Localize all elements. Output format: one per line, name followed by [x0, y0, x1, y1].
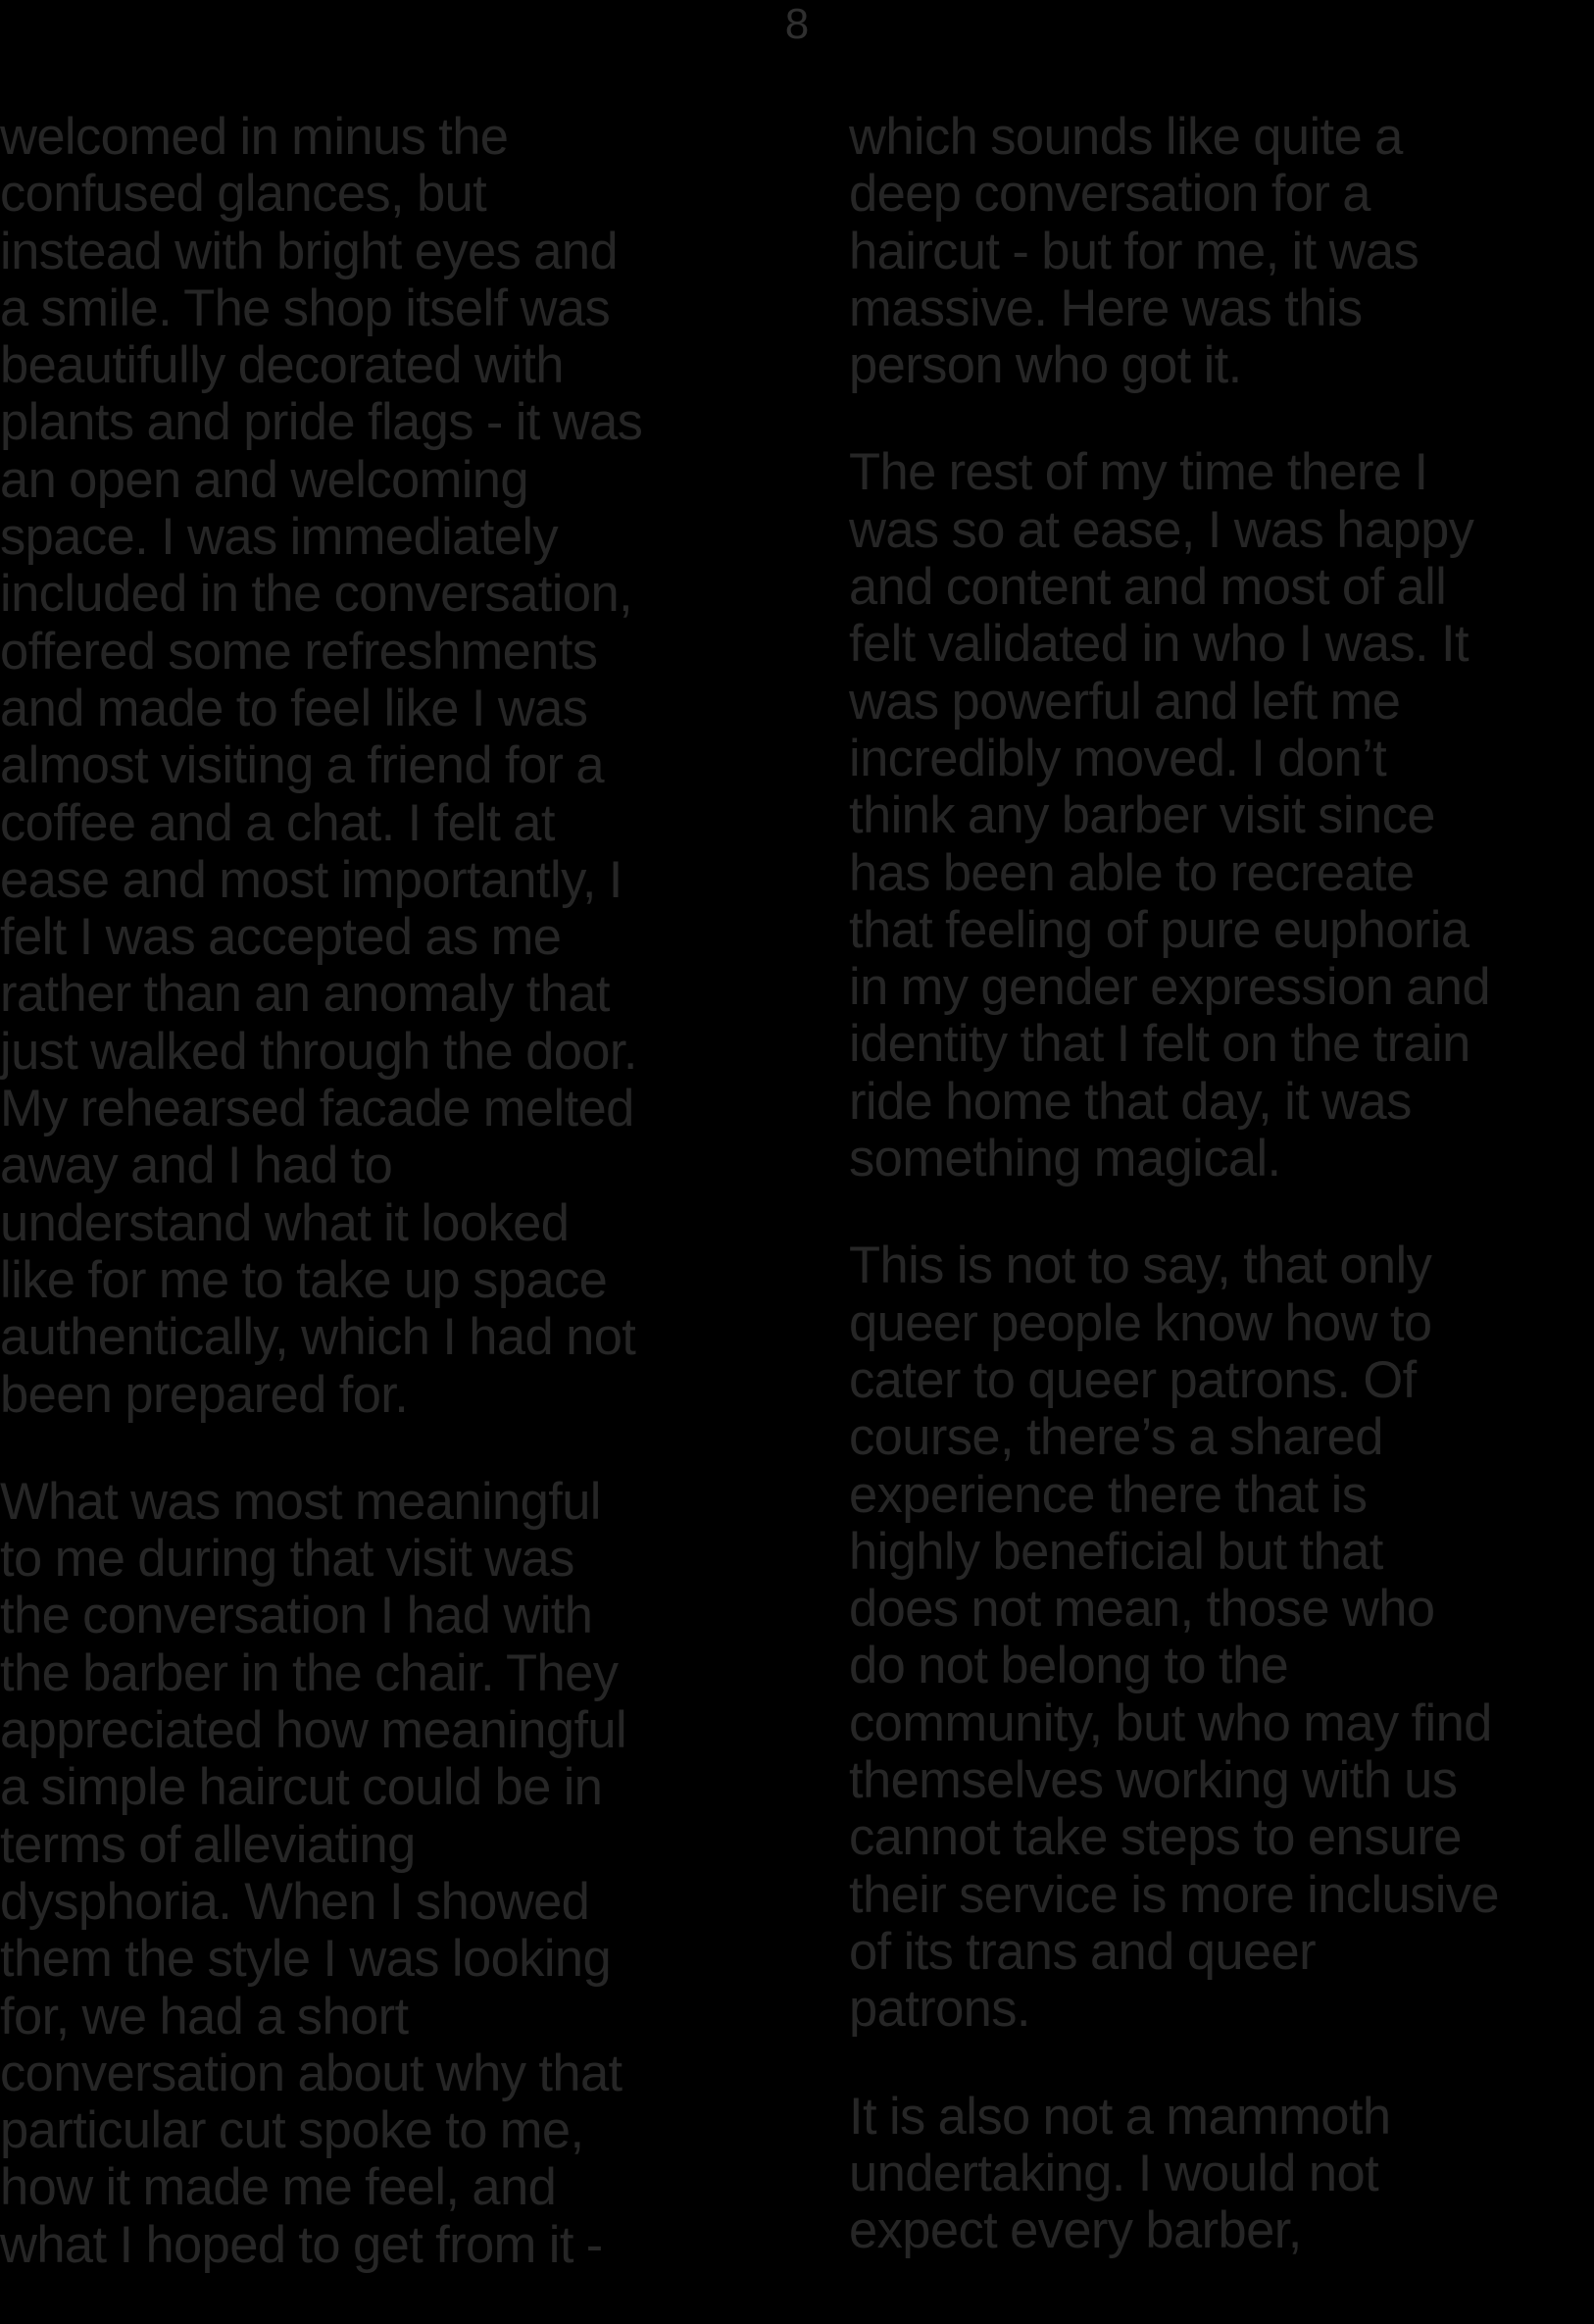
- text-line: to me during that visit was: [0, 1530, 574, 1589]
- text-line: the conversation I had with: [0, 1587, 593, 1645]
- text-line: deep conversation for a: [849, 165, 1370, 224]
- text-line: in my gender expression and: [849, 958, 1490, 1017]
- paragraph: [0, 109, 774, 1424]
- text-line: It is also not a mammoth: [849, 2087, 1391, 2146]
- text-line: like for me to take up space: [0, 1250, 608, 1309]
- text-line: felt I was accepted as me: [0, 908, 562, 967]
- paragraph: [849, 2089, 1594, 2260]
- text-line: welcomed in minus the: [0, 108, 509, 166]
- text-line: a smile. The shop itself was: [0, 278, 611, 337]
- text-line: dysphoria. When I showed: [0, 1872, 590, 1931]
- text-line: something magical.: [849, 1130, 1281, 1188]
- text-line: This is not to say, that only: [849, 1237, 1432, 1295]
- text-line: understand what it looked: [0, 1193, 570, 1252]
- text-line: What was most meaningful: [0, 1472, 601, 1531]
- text-line: community, but who may find: [849, 1693, 1492, 1752]
- text-line: and content and most of all: [849, 558, 1447, 617]
- text-line: has been able to recreate: [849, 843, 1415, 902]
- text-line: particular cut spoke to me,: [0, 2101, 584, 2160]
- text-line: plants and pride flags - it was: [0, 393, 643, 452]
- text-line: think any barber visit since: [849, 786, 1435, 845]
- text-line: their service is more inclusive: [849, 1865, 1500, 1924]
- text-line: cater to queer patrons. Of: [849, 1350, 1417, 1409]
- text-line: felt validated in who I was. It: [849, 615, 1469, 674]
- text-line: what I hoped to get from it -: [0, 2215, 603, 2274]
- text-line: how it made me feel, and: [0, 2158, 557, 2217]
- text-line: person who got it.: [849, 336, 1242, 395]
- text-line: was powerful and left me: [849, 672, 1401, 731]
- text-line: for, we had a short: [0, 1987, 409, 2046]
- text-line: terms of alleviating: [0, 1815, 416, 1874]
- text-line: highly beneficial but that: [849, 1522, 1383, 1581]
- text-line: expect every barber,: [849, 2201, 1302, 2260]
- text-line: away and I had to: [0, 1137, 393, 1195]
- right-column: [849, 109, 1594, 2309]
- text-line: ride home that day, it was: [849, 1072, 1412, 1131]
- text-line: My rehearsed facade melted: [0, 1080, 634, 1138]
- text-line: beautifully decorated with: [0, 336, 564, 395]
- paragraph: [0, 1474, 774, 2274]
- text-line: been prepared for.: [0, 1365, 409, 1424]
- text-line: do not belong to the: [849, 1637, 1289, 1695]
- text-line: The rest of my time there I: [849, 443, 1428, 502]
- text-line: of its trans and queer: [849, 1922, 1317, 1981]
- text-line: appreciated how meaningful: [0, 1701, 627, 1760]
- text-line: just walked through the door.: [0, 1022, 637, 1081]
- text-line: identity that I felt on the train: [849, 1015, 1470, 1074]
- text-line: them the style I was looking: [0, 1930, 612, 1989]
- text-line: was so at ease, I was happy: [849, 500, 1474, 559]
- text-line: included in the conversation,: [0, 565, 633, 624]
- text-line: queer people know how to: [849, 1293, 1432, 1352]
- text-line: patrons.: [849, 1980, 1030, 2039]
- text-line: conversation about why that: [0, 2044, 623, 2102]
- text-line: space. I was immediately: [0, 508, 559, 567]
- left-column: [0, 109, 774, 2324]
- text-line: confused glances, but: [0, 165, 487, 224]
- text-line: offered some refreshments: [0, 622, 598, 681]
- paragraph: [849, 109, 1594, 394]
- text-line: does not mean, those who: [849, 1580, 1435, 1639]
- text-line: course, there’s a shared: [849, 1408, 1383, 1467]
- text-line: massive. Here was this: [849, 278, 1363, 337]
- text-line: experience there that is: [849, 1465, 1368, 1524]
- text-line: coffee and a chat. I felt at: [0, 793, 555, 852]
- text-line: ease and most importantly, I: [0, 850, 623, 909]
- text-line: that feeling of pure euphoria: [849, 900, 1469, 959]
- text-line: almost visiting a friend for a: [0, 736, 605, 795]
- text-line: an open and welcoming: [0, 450, 528, 509]
- text-line: and made to feel like I was: [0, 679, 588, 737]
- text-line: the barber in the chair. They: [0, 1643, 619, 1702]
- paragraph: [849, 1238, 1594, 2038]
- text-line: themselves working with us: [849, 1751, 1458, 1810]
- text-line: haircut - but for me, it was: [849, 222, 1420, 280]
- page-number: 8: [784, 0, 810, 48]
- text-line: instead with bright eyes and: [0, 222, 619, 280]
- text-line: cannot take steps to ensure: [849, 1808, 1462, 1867]
- text-line: rather than an anomaly that: [0, 965, 610, 1024]
- text-line: a simple haircut could be in: [0, 1758, 603, 1817]
- text-line: incredibly moved. I don’t: [849, 729, 1387, 787]
- paragraph: [849, 444, 1594, 1187]
- text-line: undertaking. I would not: [849, 2144, 1379, 2202]
- text-line: authentically, which I had not: [0, 1308, 636, 1367]
- text-line: which sounds like quite a: [849, 108, 1403, 166]
